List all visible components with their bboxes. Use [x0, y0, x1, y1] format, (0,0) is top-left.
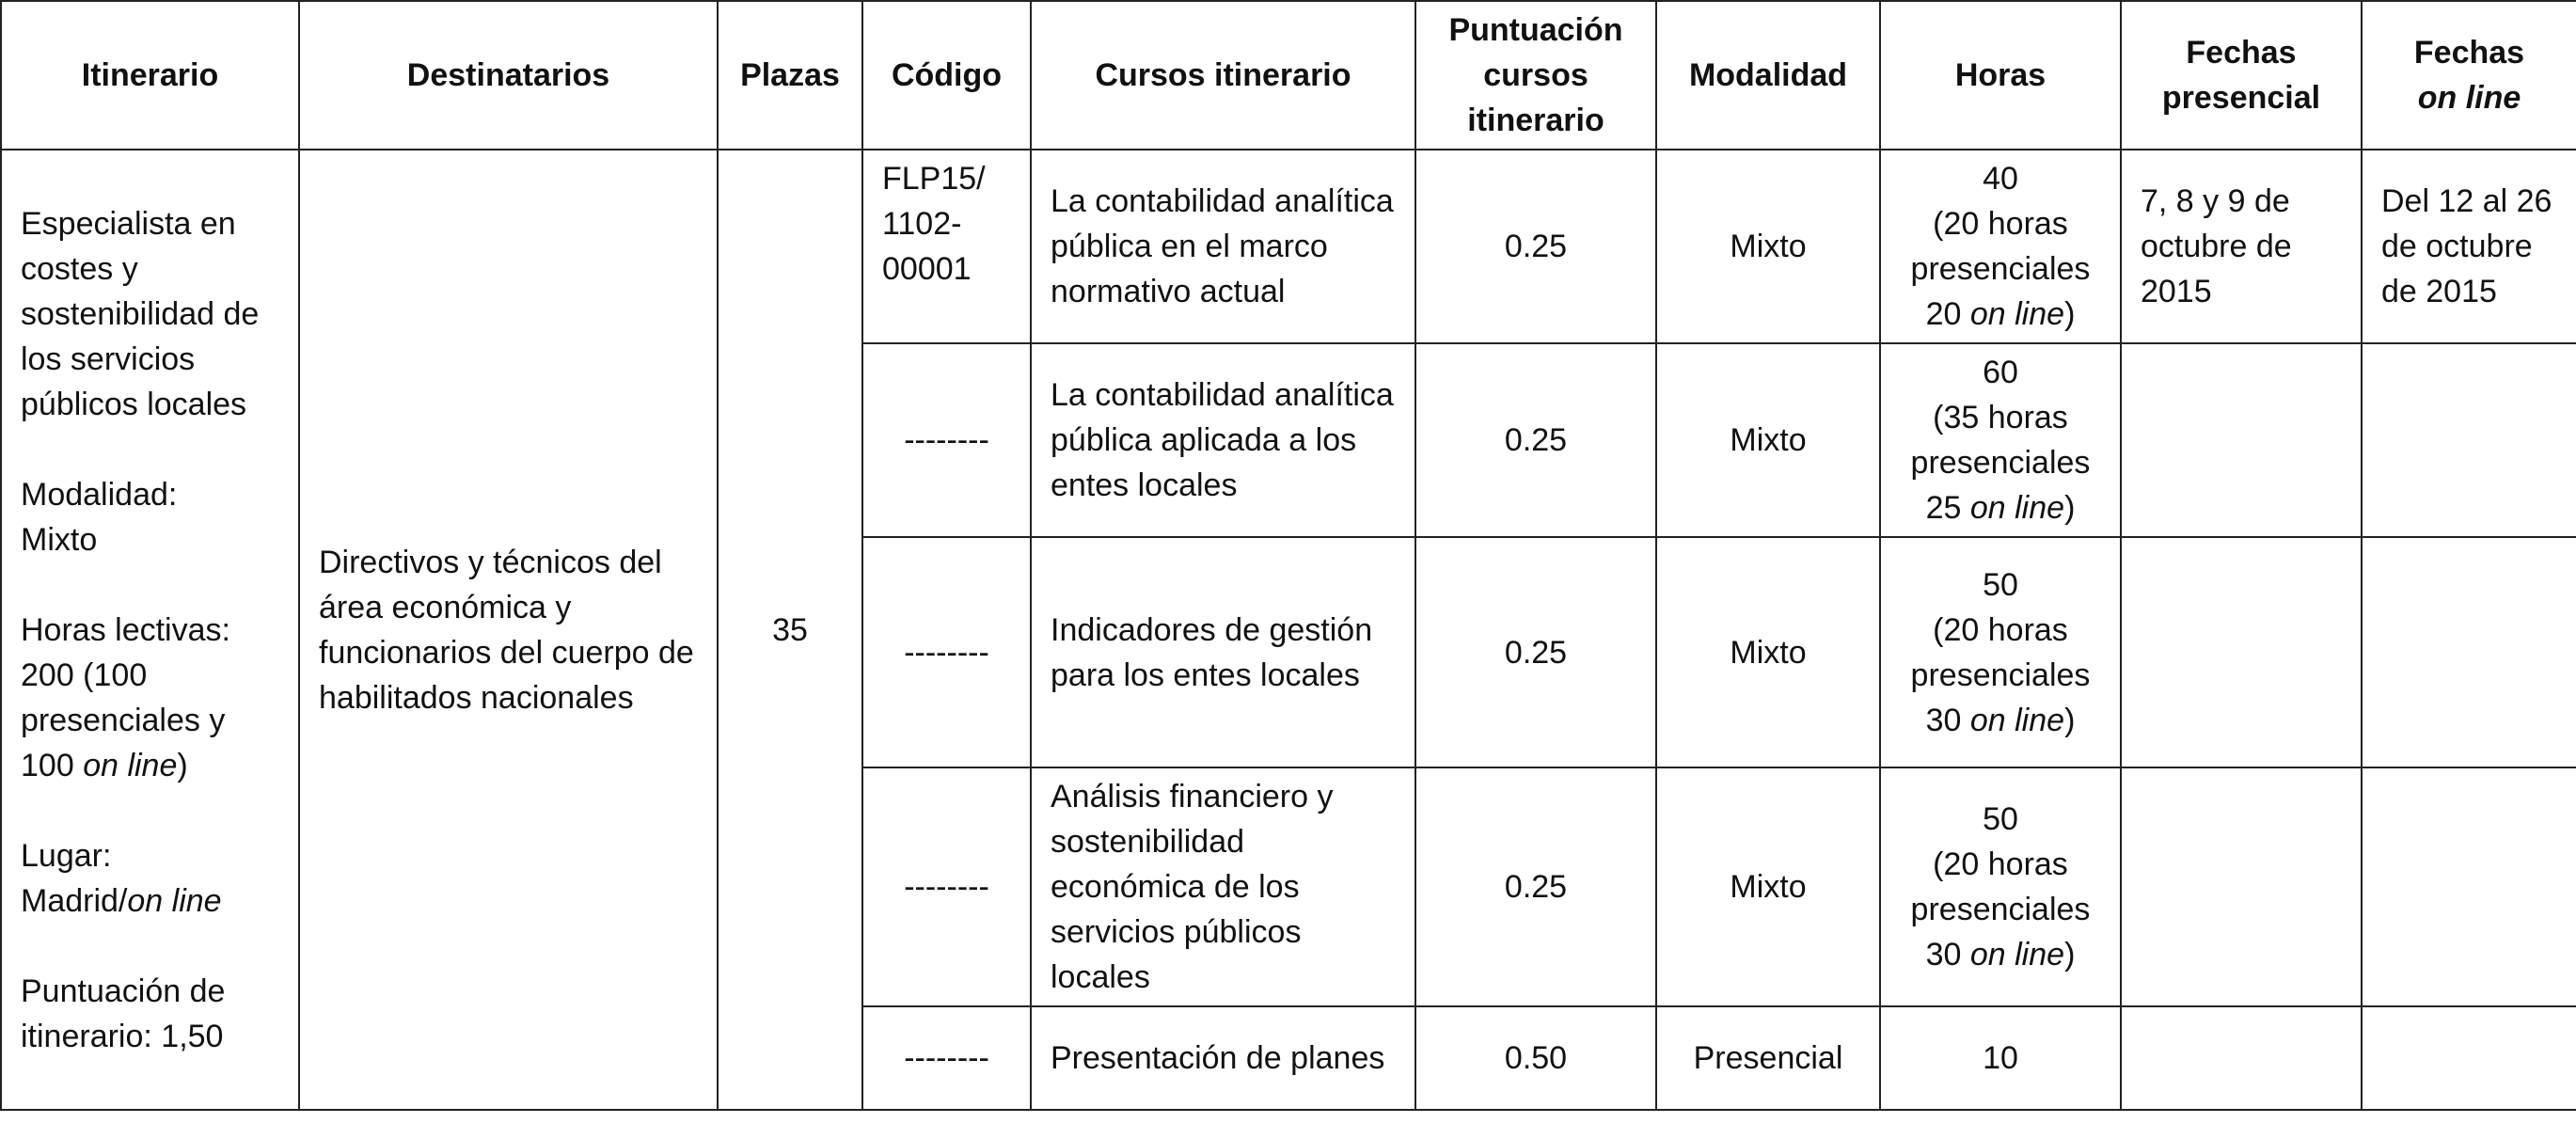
fechas-online-cell	[2362, 343, 2576, 537]
header-plazas: Plazas	[718, 1, 862, 150]
horas-presenciales: (20 horas presenciales	[1910, 206, 2091, 287]
itinerario-horas-label: Horas lectivas:	[21, 611, 230, 648]
header-fechas-presencial-line2: presencial	[2161, 80, 2321, 116]
curso-puntuacion-cell: 0.50	[1415, 1006, 1656, 1110]
header-fechas-online-line1: Fechas	[2413, 35, 2525, 71]
curso-nombre-cell: La contabilidad analítica pública en el marco normativo actual	[1031, 150, 1415, 343]
horas-online-close: )	[2064, 296, 2076, 332]
horas-online-label: on line	[1969, 702, 2065, 738]
header-puntuacion-line3: itinerario	[1467, 103, 1604, 138]
itinerario-modalidad-label: Modalidad:	[21, 476, 178, 513]
codigo-cell: --------	[862, 537, 1031, 767]
itinerario-puntuacion: Puntuación de itinerario: 1,50	[21, 973, 226, 1054]
itinerario-modalidad-value: Mixto	[21, 521, 98, 558]
horas-total: 60	[1983, 355, 2018, 390]
fechas-presencial-cell	[2121, 343, 2362, 537]
header-fechas-presencial	[2121, 1, 2362, 150]
header-cursos: Cursos itinerario	[1031, 1, 1415, 150]
fechas-online-cell	[2362, 537, 2576, 767]
horas-online	[1900, 485, 2101, 530]
spacer	[21, 924, 279, 969]
itinerario-lugar-label: Lugar:	[21, 837, 112, 874]
curso-puntuacion-cell: 0.25	[1415, 537, 1656, 767]
codigo-cell: --------	[862, 1006, 1031, 1110]
curso-puntuacion-cell: 0.25	[1415, 343, 1656, 537]
curso-nombre-cell: Presentación de planes	[1031, 1006, 1415, 1110]
itinerario-nombre: Especialista en costes y sostenibilidad de los servicios públicos locales	[21, 205, 260, 422]
curso-horas-cell	[1880, 150, 2121, 343]
horas-online-label: on line	[1969, 490, 2065, 526]
header-puntuacion-line2: cursos	[1483, 57, 1588, 93]
itinerario-lugar-value-text: Madrid/	[21, 882, 128, 919]
header-codigo: Código	[862, 1, 1031, 150]
codigo-cell: FLP15/ 1102- 00001	[862, 150, 1031, 343]
horas-online-close: )	[2064, 490, 2076, 526]
header-modalidad: Modalidad	[1656, 1, 1880, 150]
header-fechas-online-line2: on line	[2417, 80, 2521, 116]
curso-nombre-cell: Análisis financiero y sostenibilidad económica de los servicios públicos locales	[1031, 767, 1415, 1006]
itinerario-lugar-value	[21, 878, 279, 924]
header-row	[1, 1, 2576, 150]
codigo-cell: --------	[862, 767, 1031, 1006]
itinerario-horas-value-text: 200 (100 presenciales y 100	[21, 656, 226, 783]
horas-presenciales: (35 horas presenciales	[1910, 400, 2091, 481]
fechas-online-cell	[2362, 1006, 2576, 1110]
curso-horas-cell	[1880, 767, 2121, 1006]
horas-online-label: on line	[1969, 296, 2065, 332]
horas-online	[1900, 932, 2101, 977]
header-fechas-online	[2362, 1, 2576, 150]
horas-online-num: 25	[1925, 490, 1970, 526]
curso-nombre-cell: La contabilidad analítica pública aplicada a los entes locales	[1031, 343, 1415, 537]
fechas-online-cell	[2362, 767, 2576, 1006]
curso-modalidad-cell: Mixto	[1656, 537, 1880, 767]
horas-total: 40	[1983, 161, 2018, 197]
curso-modalidad-cell: Mixto	[1656, 343, 1880, 537]
fechas-online-cell: Del 12 al 26 de octubre de 2015	[2362, 150, 2576, 343]
fechas-presencial-cell: 7, 8 y 9 de octubre de 2015	[2121, 150, 2362, 343]
itinerario-cell	[1, 150, 299, 1110]
header-destinatarios: Destinatarios	[299, 1, 718, 150]
curso-modalidad-cell: Presencial	[1656, 1006, 1880, 1110]
horas-online-num: 20	[1925, 296, 1970, 332]
horas-online-close: )	[2064, 702, 2076, 738]
itinerario-horas-value	[21, 653, 279, 788]
horas-total: 50	[1983, 566, 2018, 603]
horas-online	[1900, 292, 2101, 337]
destinatarios-cell: Directivos y técnicos del área económica y funcionarios del cuerpo de habilitados nacionales	[299, 150, 718, 1110]
curso-modalidad-cell: Mixto	[1656, 150, 1880, 343]
table-row	[1, 150, 2576, 343]
fechas-presencial-cell	[2121, 767, 2362, 1006]
codigo-cell: --------	[862, 343, 1031, 537]
curso-nombre-cell: Indicadores de gestión para los entes locales	[1031, 537, 1415, 767]
header-puntuacion-line1: Puntuación	[1448, 12, 1623, 48]
plazas-cell: 35	[718, 150, 862, 1110]
fechas-presencial-cell	[2121, 537, 2362, 767]
header-fechas-presencial-line1: Fechas	[2186, 35, 2297, 71]
curso-puntuacion-cell: 0.25	[1415, 767, 1656, 1006]
curso-modalidad-cell: Mixto	[1656, 767, 1880, 1006]
header-itinerario: Itinerario	[1, 1, 299, 150]
fechas-presencial-cell	[2121, 1006, 2362, 1110]
curso-horas-cell	[1880, 343, 2121, 537]
horas-presenciales: (20 horas presenciales	[1910, 846, 2091, 927]
itinerario-lugar-value-online: on line	[127, 882, 222, 919]
curso-horas-cell: 10	[1880, 1006, 2121, 1110]
horas-online	[1900, 698, 2101, 743]
spacer	[21, 562, 279, 608]
horas-presenciales: (20 horas presenciales	[1910, 611, 2091, 693]
horas-online-close: )	[2064, 937, 2076, 973]
curso-puntuacion-cell: 0.25	[1415, 150, 1656, 343]
horas-total: 50	[1983, 801, 2018, 837]
itinerario-horas-value-online: on line	[83, 747, 178, 783]
spacer	[21, 788, 279, 833]
spacer	[21, 427, 279, 472]
header-horas: Horas	[1880, 1, 2121, 150]
itinerario-horas-value-close: )	[177, 747, 188, 783]
horas-online-num: 30	[1925, 937, 1970, 973]
header-puntuacion	[1415, 1, 1656, 150]
curso-horas-cell	[1880, 537, 2121, 767]
horas-online-num: 30	[1925, 702, 1970, 738]
horas-online-label: on line	[1969, 937, 2065, 973]
